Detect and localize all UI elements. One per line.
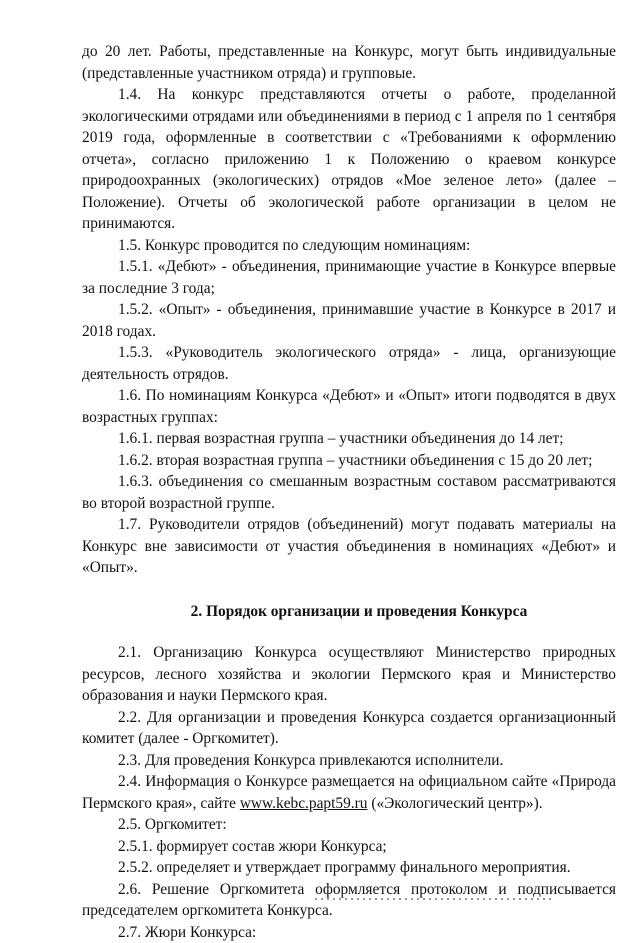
paragraph-2-5-1: 2.5.1. формирует состав жюри Конкурса; (82, 836, 616, 858)
paragraph-1-4: 1.4. На конкурс представляются отчеты о работе, проделанной экологическими отрядами или объединениями в период с 1 апреля по 1 сентября 2019 года, оформленные в соответствии с «Требованиями к оформлению отчета», согласно приложению 1 к Положению о краевом конкурсе природоохранных (экологических) отрядов «Мое зеленое лето» (далее – Положение). Отчеты об экологической работе организации в целом не принимаются. (82, 84, 616, 235)
paragraph-2-5-2: 2.5.2. определяет и утверждает программу финального мероприятия. (82, 857, 616, 879)
paragraph-2-1: 2.1. Организацию Конкурса осуществляют Министерство природных ресурсов, лесного хозяйства и экологии Пермского края и Министерство образования и науки Пермского края. (82, 642, 616, 707)
website-link[interactable]: www.kebc.papt59.ru (240, 795, 368, 812)
paragraph-2-4-text-after: («Экологический центр»). (367, 795, 542, 812)
paragraph-1-6: 1.6. По номинациям Конкурса «Дебют» и «Опыт» итоги подводятся в двух возрастных группах: (82, 385, 616, 428)
paragraph-2-2: 2.2. Для организации и проведения Конкурса создается организационный комитет (далее - Оргкомитет). (82, 707, 616, 750)
paragraph-1-5: 1.5. Конкурс проводится по следующим номинациям: (82, 235, 616, 257)
paragraph-1-5-1: 1.5.1. «Дебют» - объединения, принимающие участие в Конкурсе впервые за последние 3 года; (82, 256, 616, 299)
paragraph-2-4 (82, 771, 616, 814)
paragraph-2-7: 2.7. Жюри Конкурса: (82, 922, 616, 943)
paragraph-2-5: 2.5. Оргкомитет: (82, 814, 616, 836)
paragraph-2-6: 2.6. Решение Оргкомитета оформляется протоколом и подписывается председателем оргкомитета Конкурса. (82, 879, 616, 922)
section-heading: 2. Порядок организации и проведения Конкурса (82, 601, 616, 623)
paragraph-age-limit: до 20 лет. Работы, представленные на Конкурс, могут быть индивидуальные (представленные участником отряда) и групповые. (82, 41, 616, 84)
paragraph-1-5-3: 1.5.3. «Руководитель экологического отряда» - лица, организующие деятельность отрядов. (82, 342, 616, 385)
paragraph-1-7: 1.7. Руководители отрядов (объединений) могут подавать материалы на Конкурс вне зависимости от участия объединения в номинациях «Дебют» и «Опыт». (82, 514, 616, 579)
paragraph-1-6-1: 1.6.1. первая возрастная группа – участники объединения до 14 лет; (82, 428, 616, 450)
paragraph-2-3: 2.3. Для проведения Конкурса привлекаются исполнители. (82, 750, 616, 772)
paragraph-1-6-3: 1.6.3. объединения со смешанным возрастным составом рассматриваются во второй возрастной группе. (82, 471, 616, 514)
paragraph-2-4-text-before: 2.4. Информация о Конкурсе размещается на официальном сайте «Природа Пермского края», сайте (82, 773, 616, 812)
document-body (82, 41, 616, 943)
paragraph-1-6-2: 1.6.2. вторая возрастная группа – участники объединения с 15 до 20 лет; (82, 450, 616, 472)
paragraph-1-5-2: 1.5.2. «Опыт» - объединения, принимавшие участие в Конкурсе в 2017 и 2018 годах. (82, 299, 616, 342)
scan-artifact (315, 898, 555, 900)
